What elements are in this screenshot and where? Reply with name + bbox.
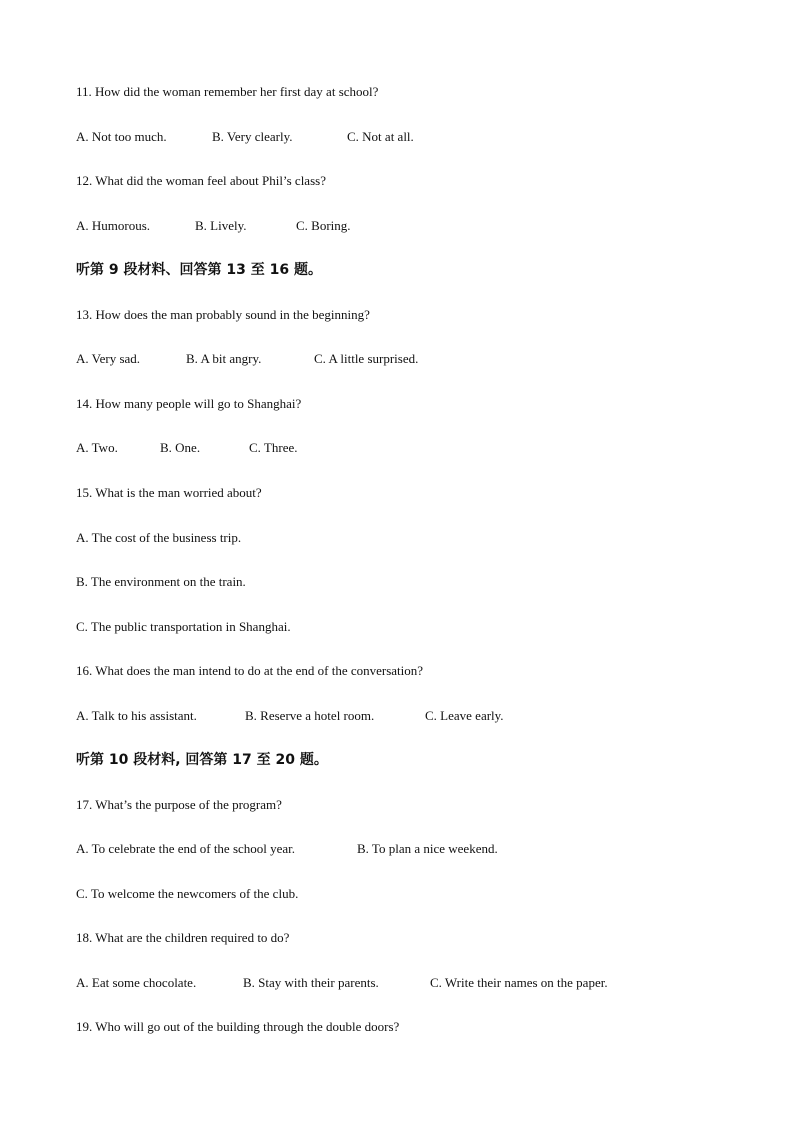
q12-option-b: B. Lively.	[195, 218, 247, 233]
q18-option-b: B. Stay with their parents.	[243, 975, 379, 990]
q13-option-b: B. A bit angry.	[186, 351, 262, 366]
question-17: 17. What’s the purpose of the program?	[76, 797, 282, 812]
q15-option-c: C. The public transportation in Shanghai.	[76, 619, 291, 634]
q16-option-c: C. Leave early.	[425, 708, 504, 723]
question-18: 18. What are the children required to do?	[76, 930, 290, 945]
question-13: 13. How does the man probably sound in the beginning?	[76, 307, 370, 322]
question-14: 14. How many people will go to Shanghai?	[76, 396, 302, 411]
q17-option-a: A. To celebrate the end of the school year.	[76, 841, 296, 856]
question-15: 15. What is the man worried about?	[76, 485, 262, 500]
q18-option-a: A. Eat some chocolate.	[76, 975, 197, 990]
q17-option-c: C. To welcome the newcomers of the club.	[76, 886, 299, 901]
q13-option-c: C. A little surprised.	[314, 351, 419, 366]
q12-option-a: A. Humorous.	[76, 218, 151, 233]
q14-option-b: B. One.	[160, 440, 201, 455]
section-heading-10: 听第 10 段材料, 回答第 17 至 20 题。	[76, 752, 328, 768]
q13-option-a: A. Very sad.	[76, 351, 141, 366]
q11-option-a: A. Not too much.	[76, 129, 167, 144]
question-16: 16. What does the man intend to do at the end of the conversation?	[76, 663, 424, 678]
section-heading-9: 听第 9 段材料、回答第 13 至 16 题。	[76, 262, 322, 278]
q14-option-a: A. Two.	[76, 440, 118, 455]
q17-option-b: B. To plan a nice weekend.	[357, 841, 498, 856]
q18-option-c: C. Write their names on the paper.	[430, 975, 608, 990]
question-11: 11. How did the woman remember her first day at school?	[76, 84, 379, 99]
q12-option-c: C. Boring.	[296, 218, 351, 233]
question-12: 12. What did the woman feel about Phil’s class?	[76, 173, 326, 188]
q11-option-c: C. Not at all.	[347, 129, 414, 144]
q14-option-c: C. Three.	[249, 440, 298, 455]
q16-option-a: A. Talk to his assistant.	[76, 708, 197, 723]
q15-option-b: B. The environment on the train.	[76, 574, 246, 589]
q11-option-b: B. Very clearly.	[212, 129, 293, 144]
q16-option-b: B. Reserve a hotel room.	[245, 708, 375, 723]
q15-option-a: A. The cost of the business trip.	[76, 530, 242, 545]
question-19: 19. Who will go out of the building through the double doors?	[76, 1019, 400, 1034]
